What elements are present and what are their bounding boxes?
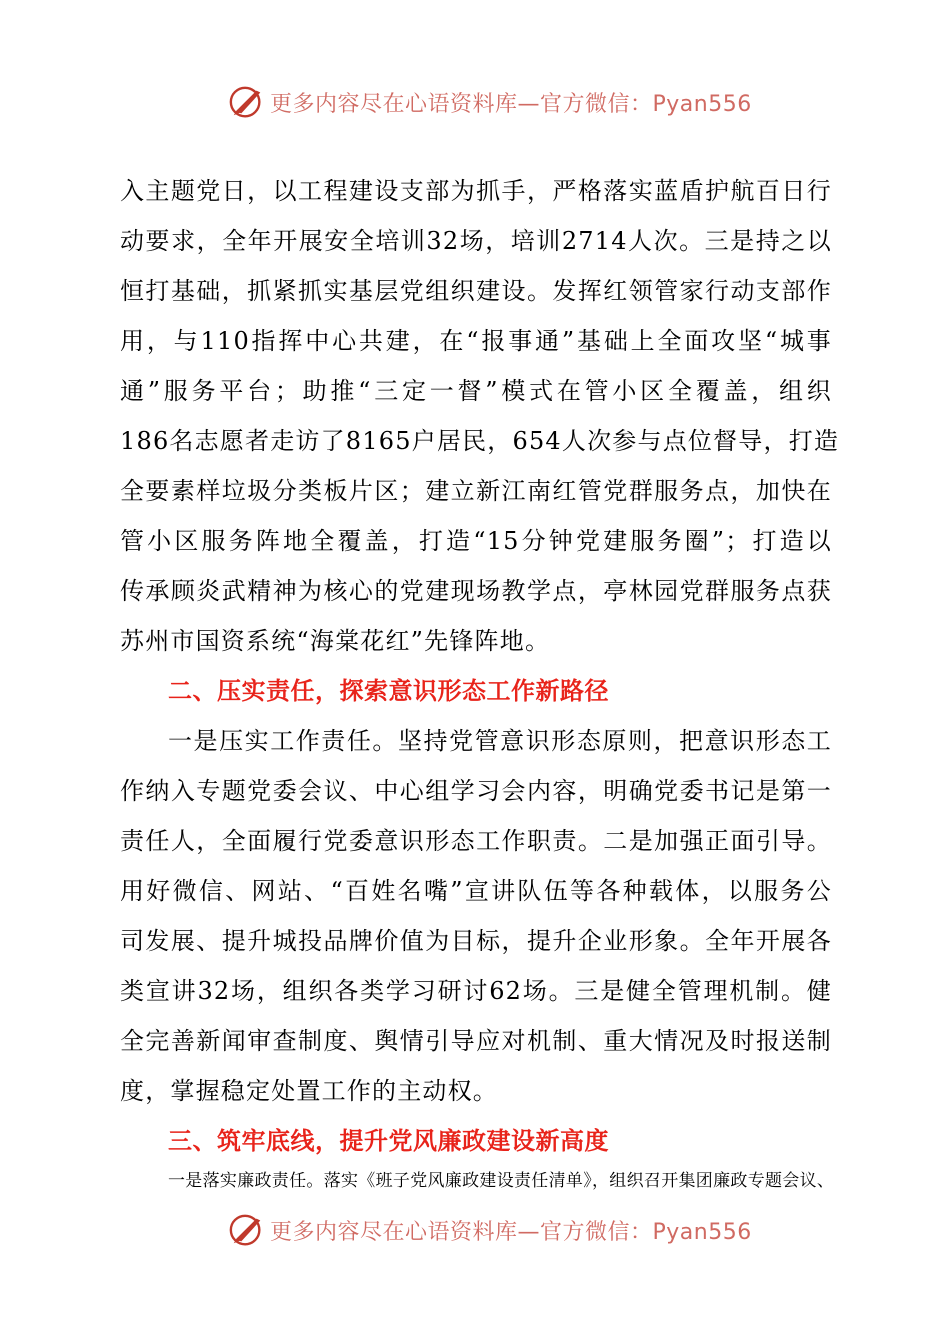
body-line: 一是压实工作责任。坚持党管意识形态原则，把意识形态工 [168, 727, 832, 755]
body-line: 通”服务平台；助推“三定一督”模式在管小区全覆盖，组织 [120, 377, 832, 405]
body-line: 全要素样垃圾分类板片区；建立新江南红管党群服务点，加快在 [120, 477, 832, 505]
body-line: 管小区服务阵地全覆盖，打造“15分钟党建服务圈”；打造以 [120, 527, 832, 555]
section-heading-2: 二、压实责任，探索意识形态工作新路径 [168, 677, 609, 705]
pen-logo-icon [228, 1211, 266, 1249]
header-banner [228, 82, 752, 122]
banner-text: 更多内容尽在心语资料库—官方微信：Pyan556 [270, 1219, 752, 1245]
body-line: 责任人，全面履行党委意识形态工作职责。二是加强正面引导。 [120, 827, 832, 855]
pen-logo-icon [228, 83, 266, 121]
body-line: 全完善新闻审查制度、舆情引导应对机制、重大情况及时报送制 [120, 1027, 832, 1055]
body-line: 传承顾炎武精神为核心的党建现场教学点，亭林园党群服务点获 [120, 577, 832, 605]
body-line: 司发展、提升城投品牌价值为目标，提升企业形象。全年开展各 [120, 927, 832, 955]
body-line: 动要求，全年开展安全培训32场，培训2714人次。三是持之以 [120, 227, 832, 255]
document-body [120, 166, 840, 1196]
banner-text: 更多内容尽在心语资料库—官方微信：Pyan556 [270, 91, 752, 117]
small-body-line: 一是落实廉政责任。落实《班子党风廉政建设责任清单》，组织召开集团廉政专题会议、 [168, 1171, 835, 1191]
body-line: 苏州市国资系统“海棠花红”先锋阵地。 [120, 627, 551, 655]
body-line: 用，与110指挥中心共建，在“报事通”基础上全面攻坚“城事 [120, 327, 832, 355]
body-line: 作纳入专题党委会议、中心组学习会内容，明确党委书记是第一 [120, 777, 832, 805]
body-line: 度，掌握稳定处置工作的主动权。 [120, 1077, 498, 1105]
body-line: 恒打基础，抓紧抓实基层党组织建设。发挥红领管家行动支部作 [120, 277, 832, 305]
body-line: 用好微信、网站、“百姓名嘴”宣讲队伍等各种载体，以服务公 [120, 877, 832, 905]
section-heading-3: 三、筑牢底线，提升党风廉政建设新高度 [168, 1127, 609, 1155]
footer-banner [228, 1210, 752, 1250]
body-line: 入主题党日，以工程建设支部为抓手，严格落实蓝盾护航百日行 [120, 177, 832, 205]
body-line: 186名志愿者走访了8165户居民，654人次参与点位督导，打造 [120, 427, 840, 455]
body-line: 类宣讲32场，组织各类学习研讨62场。三是健全管理机制。健 [120, 977, 832, 1005]
